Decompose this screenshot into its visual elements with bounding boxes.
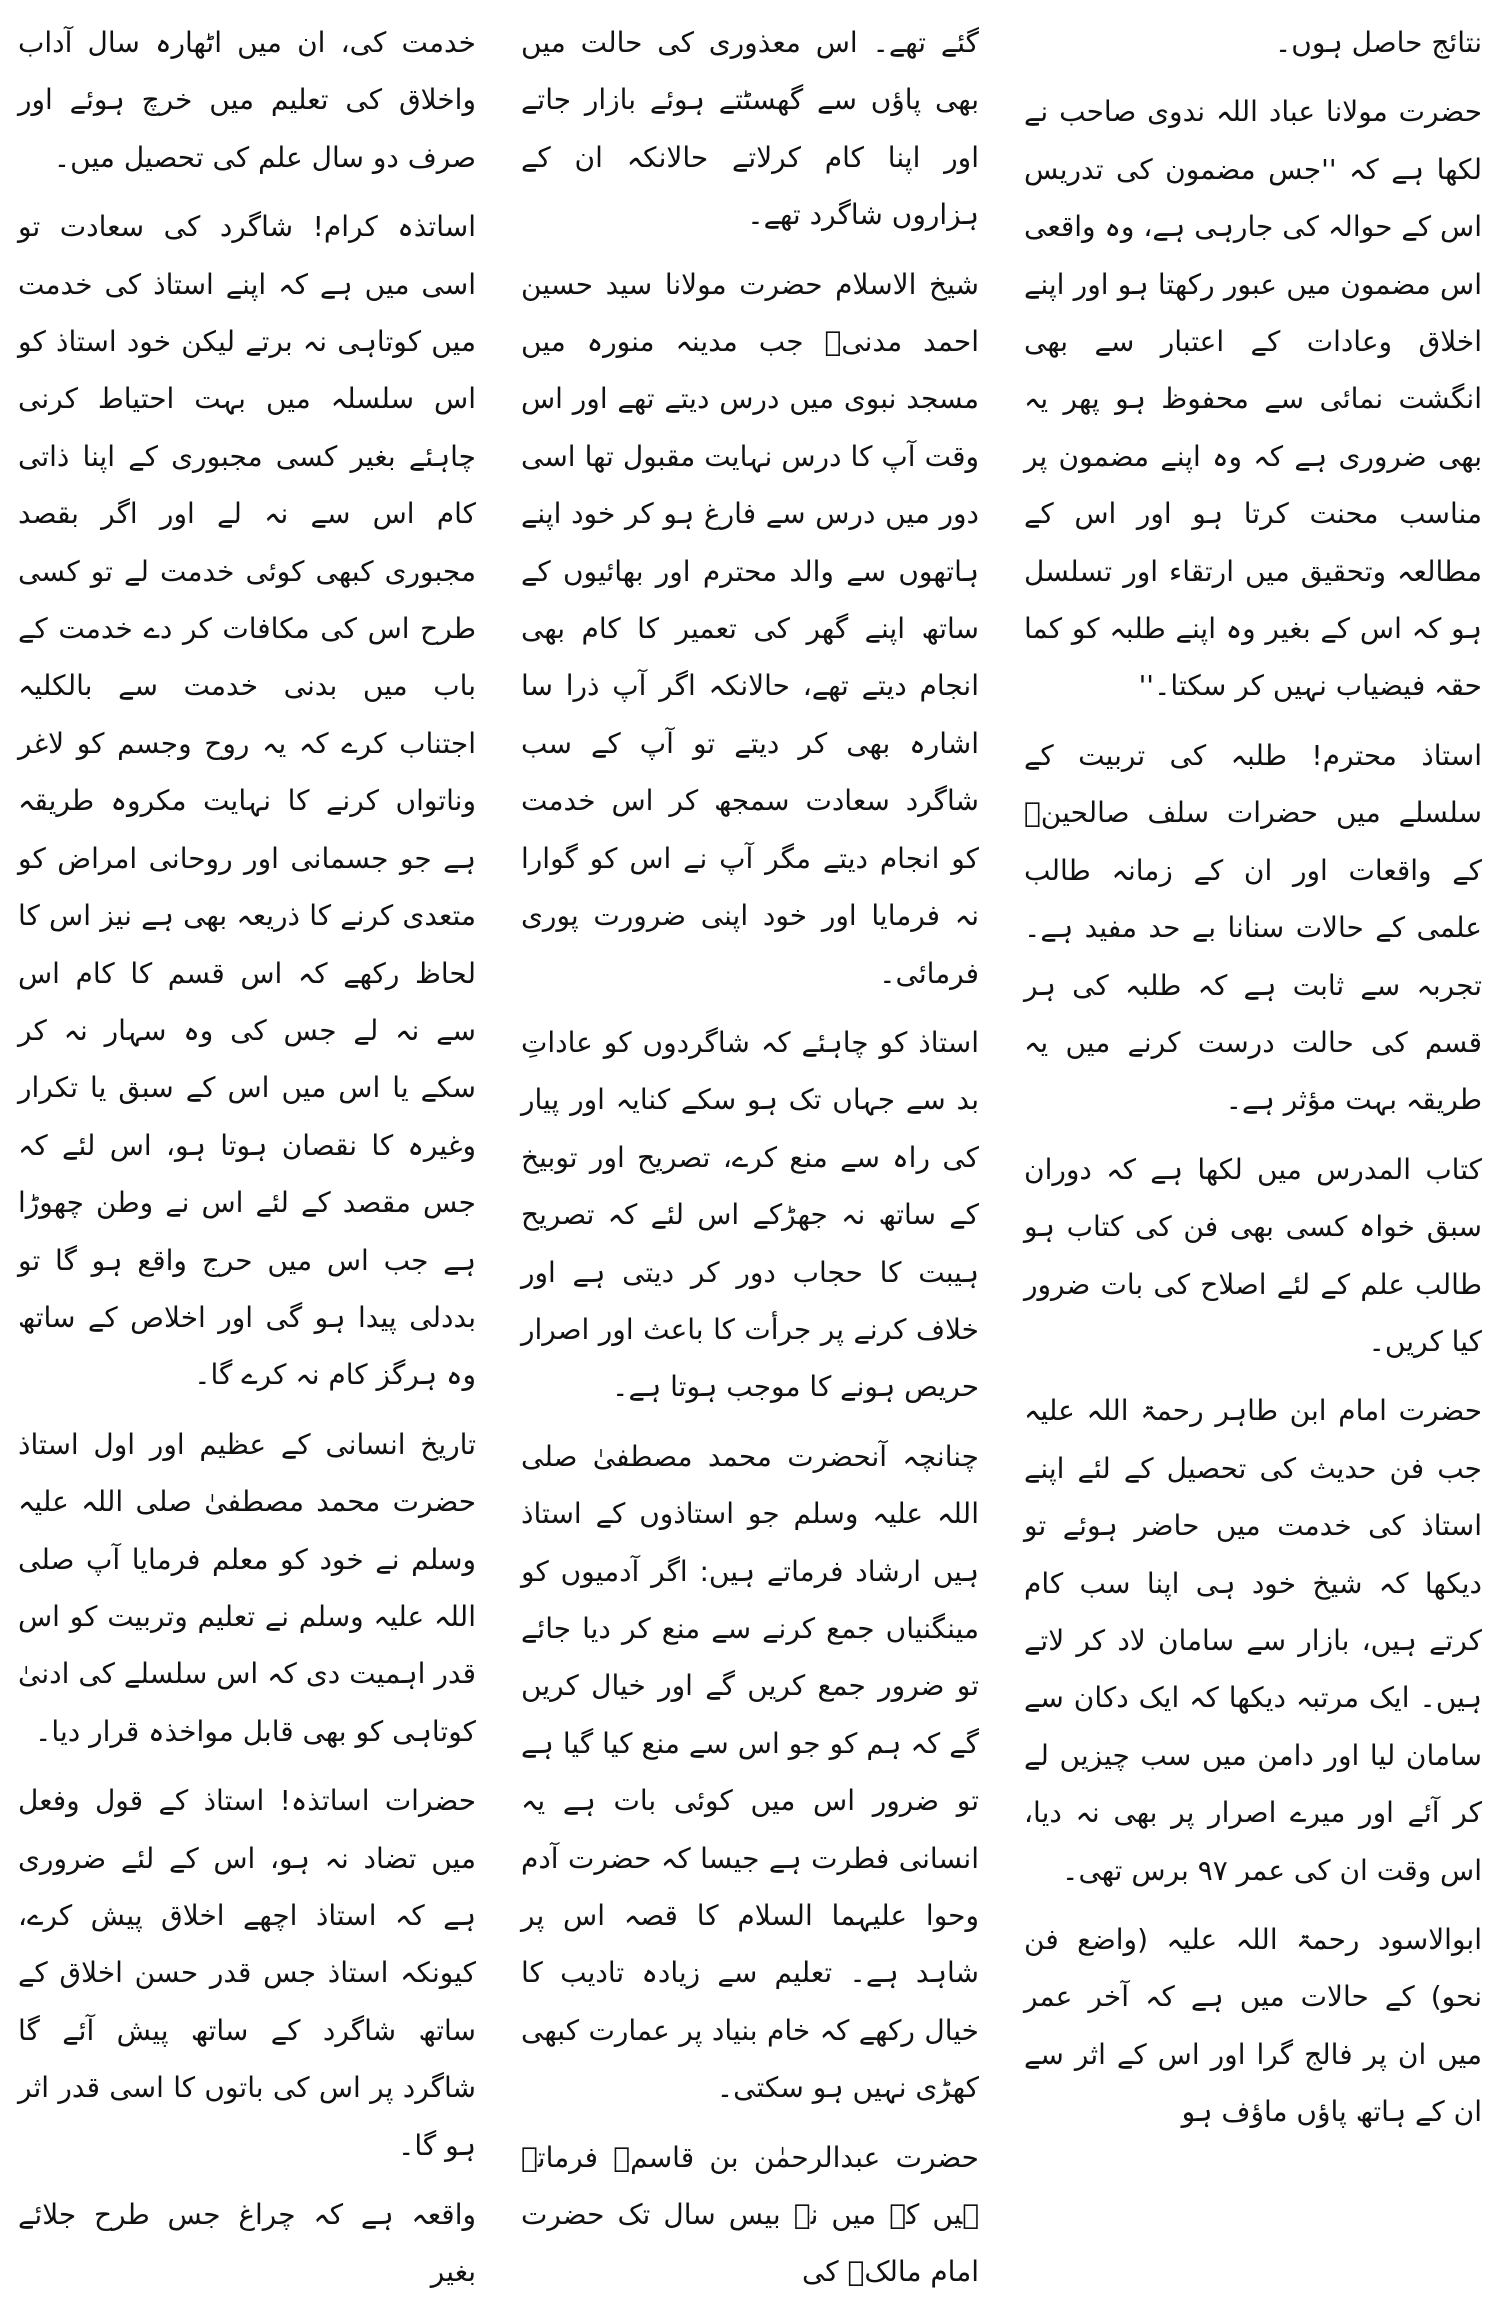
paragraph: ابوالاسود رحمۃ اللہ علیہ (واضع فن نحو) کے حالات میں ہے کہ آخر عمر میں ان پر فالج گرا اور اس کے اثر سے ان کے ہاتھ پاؤں ماؤف ہو — [1024, 1923, 1482, 2129]
paragraph: حضرت امام ابن طاہر رحمۃ اللہ علیہ جب فن حدیث کی تحصیل کے لئے اپنے استاذ کی خدمت میں حاضر ہوئے تو دیکھا کہ شیخ خود ہی اپنا سب کام کرتے ہیں، بازار سے سامان لاد کر لاتے ہیں۔ ایک مرتبہ دیکھا کہ ایک دکان سے سامان لیا اور دامن میں سب چیزیں لے کر آئے اور میرے اصرار پر بھی نہ دیا، اس وقت ان کی عمر ۹۷ برس تھی۔ — [1024, 1394, 1482, 1887]
paragraph: چنانچہ آنحضرت محمد مصطفیٰ صلی اللہ علیہ وسلم جو استاذوں کے استاذ ہیں ارشاد فرماتے ہیں: اگر آدمیوں کو مینگنیاں جمع کرنے سے منع کر دیا جائے تو ضرور جمع کریں گے اور خیال کریں گے کہ ہم کو جو اس سے منع کیا گیا ہے تو ضرور اس میں کوئی بات ہے یہ انسانی فطرت ہے جیسا کہ حضرت آدم وحوا علیہما السلام کا قصہ اس پر شاہد ہے۔ تعلیم سے زیادہ تادیب کا خیال رکھے کہ خام بنیاد پر عمارت کبھی کھڑی نہیں ہو سکتی۔ — [521, 1439, 979, 2105]
paragraph: تاریخ انسانی کے عظیم اور اول استاذ حضرت محمد مصطفیٰ صلی اللہ علیہ وسلم نے خود کو معلم فرمایا آپ صلی اللہ علیہ وسلم نے تعلیم وتربیت کو اس قدر اہمیت دی کہ اس سلسلے کی ادنیٰ کوتاہی کو بھی قابل مواخذہ قرار دیا۔ — [18, 1427, 476, 1748]
paragraph: کتاب المدرس میں لکھا ہے کہ دوران سبق خواہ کسی بھی فن کی کتاب ہو طالب علم کے لئے اصلاح کی بات ضرور کیا کریں۔ — [1024, 1152, 1482, 1358]
newspaper-page — [18, 14, 1482, 2289]
column-middle — [521, 14, 979, 2289]
paragraph: خدمت کی، ان میں اٹھارہ سال آداب واخلاق کی تعلیم میں خرچ ہوئے اور صرف دو سال علم کی تحصیل میں۔ — [18, 26, 476, 174]
paragraph: حضرت مولانا عباد اللہ ندوی صاحب نے لکھا ہے کہ ''جس مضمون کی تدریس اس کے حوالہ کی جارہی ہے، وہ واقعی اس مضمون میں عبور رکھتا ہو اور اپنے اخلاق وعادات کے اعتبار سے بھی انگشت نمائی سے محفوظ ہو پھر یہ بھی ضروری ہے کہ وہ اپنے مضمون پر مناسب محنت کرتا ہو اور اس کے مطالعہ وتحقیق میں ارتقاء اور تسلسل ہو کہ اس کے بغیر وہ اپنے طلبہ کو کما حقہ فیضیاب نہیں کر سکتا۔'' — [1024, 95, 1482, 703]
paragraph: نتائج حاصل ہوں۔ — [1274, 26, 1482, 59]
paragraph: گئے تھے۔ اس معذوری کی حالت میں بھی پاؤں سے گھسٹتے ہوئے بازار جاتے اور اپنا کام کرلاتے حالانکہ ان کے ہزاروں شاگرد تھے۔ — [521, 26, 979, 232]
paragraph: استاذ کو چاہئے کہ شاگردوں کو عاداتِ بد سے جہاں تک ہو سکے کنایہ اور پیار کی راہ سے منع کرے، تصریح اور توبیخ کے ساتھ نہ جھڑکے اس لئے کہ تصریح ہیبت کا حجاب دور کر دیتی ہے اور خلاف کرنے پر جرأت کا باعث اور اصرار حریص ہونے کا موجب ہوتا ہے۔ — [521, 1025, 979, 1404]
paragraph: حضرات اساتذہ! استاذ کے قول وفعل میں تضاد نہ ہو، اس کے لئے ضروری ہے کہ استاذ اچھے اخلاق پیش کرے، کیونکہ استاذ جس قدر حسن اخلاق کے ساتھ شاگرد کے ساتھ پیش آئے گا شاگرد پر اس کی باتوں کا اسی قدر اثر ہو گا۔ — [18, 1784, 476, 2162]
column-left — [18, 14, 476, 2289]
paragraph: اساتذہ کرام! شاگرد کی سعادت تو اسی میں ہے کہ اپنے استاذ کی خدمت میں کوتاہی نہ برتے لیکن خود استاذ کو اس سلسلہ میں بہت احتیاط کرنی چاہئے بغیر کسی مجبوری کے اپنا ذاتی کام اس سے نہ لے اور اگر بقصد مجبوری کبھی کوئی خدمت لے تو کسی طرح اس کی مکافات کر دے خدمت کے باب میں بدنی خدمت سے بالکلیہ اجتناب کرے کہ یہ روح وجسم کو لاغر وناتواں کرنے کا نہایت مکروہ طریقہ ہے جو جسمانی اور روحانی امراض کو متعدی کرنے کا ذریعہ بھی ہے نیز اس کا لحاظ رکھے کہ اس قسم کا کام اس سے نہ لے جس کی وہ سہار نہ کر سکے یا اس میں اس کے سبق یا تکرار وغیرہ کا نقصان ہوتا ہو، اس لئے کہ جس مقصد کے لئے اس نے وطن چھوڑا ہے جب اس میں حرج واقع ہو گا تو بددلی پیدا ہو گی اور اخلاص کے ساتھ وہ ہرگز کام نہ کرے گا۔ — [18, 210, 476, 1392]
column-right — [1024, 14, 1482, 2186]
paragraph: واقعہ ہے کہ چراغ جس طرح جلائے بغیر — [18, 2198, 476, 2289]
paragraph: شیخ الاسلام حضرت مولانا سید حسین احمد مدنیؒ جب مدینہ منورہ میں مسجد نبوی میں درس دیتے تھے اور اس وقت آپ کا درس نہایت مقبول تھا اسی دور میں درس سے فارغ ہو کر خود اپنے ہاتھوں سے والد محترم اور بھائیوں کے ساتھ اپنے گھر کی تعمیر کا کام بھی انجام دیتے تھے، حالانکہ اگر آپ ذرا سا اشارہ بھی کر دیتے تو آپ کے سب شاگرد سعادت سمجھ کر اس خدمت کو انجام دیتے مگر آپ نے اس کو گوارا نہ فرمایا اور خود اپنی ضرورت پوری فرمائی۔ — [521, 267, 979, 990]
paragraph: استاذ محترم! طلبہ کی تربیت کے سلسلے میں حضرات سلف صالحینؒ کے واقعات اور ان کے زمانہ طالب علمی کے حالات سنانا بے حد مفید ہے۔ تجربہ سے ثابت ہے کہ طلبہ کی ہر قسم کی حالت درست کرنے میں یہ طریقہ بہت مؤثر ہے۔ — [1024, 738, 1482, 1117]
paragraph: حضرت عبدالرحمٰن بن قاسمؒ فرماتے ہیں کہ میں نے بیس سال تک حضرت امام مالکؒ کی — [521, 2140, 979, 2289]
